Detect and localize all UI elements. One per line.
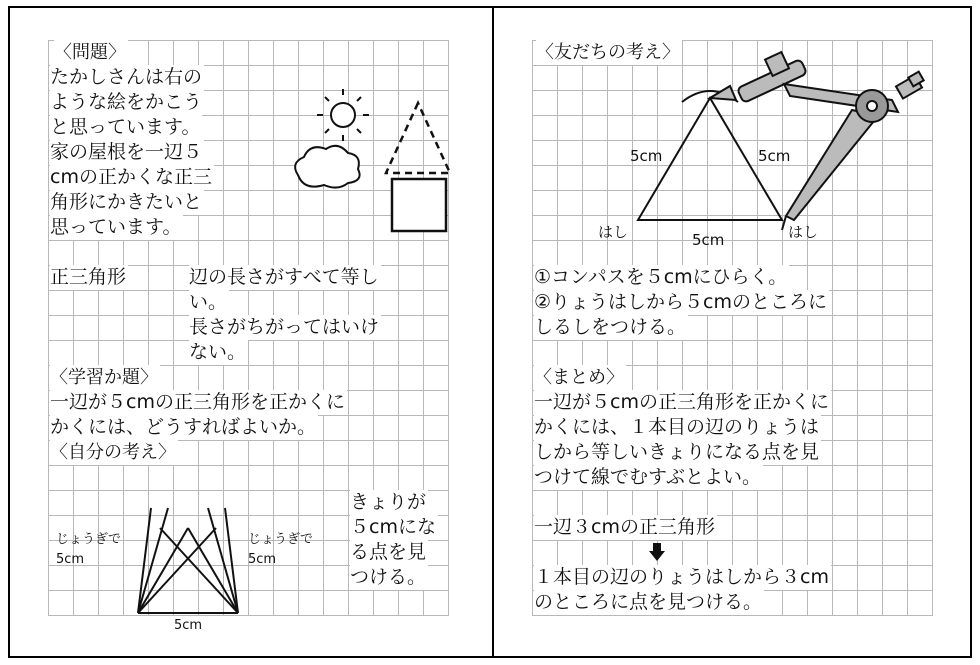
ruler-left-value: 5cm xyxy=(56,552,85,567)
right-grid xyxy=(532,40,933,616)
down-arrow-icon xyxy=(649,543,665,561)
idea-line: ５cmにな xyxy=(350,516,436,538)
problem-line: ような絵をかこう xyxy=(50,91,203,113)
term-label: 正三角形 xyxy=(50,266,127,288)
definition-line: 辺の長さがすべて等し xyxy=(189,266,379,288)
summary-line: しから等しいきょりになる点を見 xyxy=(534,441,820,463)
task-heading: 〈学習か題〉 xyxy=(50,367,158,388)
problem-line: と思っています。 xyxy=(50,116,201,138)
own-idea-heading: 〈自分の考え〉 xyxy=(50,442,176,463)
example-line: のところに点を見つける。 xyxy=(534,591,763,613)
idea-line: きょりが xyxy=(350,491,427,513)
example-line: １本目の辺のりょうはしから３cm xyxy=(534,566,829,588)
side-left-label: 5cm xyxy=(630,147,663,165)
end-left-label: はし xyxy=(598,223,629,241)
worksheet xyxy=(8,6,972,658)
house-wall xyxy=(392,179,446,231)
definition-line: 長さがちがってはいけ xyxy=(189,316,380,338)
problem-line: cmの正かくな正三 xyxy=(50,166,212,188)
summary-line: かくには、１本目の辺のりょうは xyxy=(534,416,820,438)
compass-triangle-diagram xyxy=(532,40,932,240)
dashed-roof xyxy=(386,103,450,173)
ruler-left-label: じょうぎで xyxy=(56,532,122,547)
compass-icon xyxy=(710,52,924,230)
problem-line: 思っています。 xyxy=(50,216,182,238)
step-line: ①コンパスを５cmにひらく。 xyxy=(534,266,788,288)
end-right-label: はし xyxy=(788,223,819,241)
task-line: 一辺が５cmの正三角形を正かくに xyxy=(50,391,345,413)
step-line: しるしをつける。 xyxy=(534,316,687,338)
cloud-icon xyxy=(295,146,360,188)
friend-heading: 〈友だちの考え〉 xyxy=(536,42,680,63)
summary-line: 一辺が５cmの正三角形を正かくに xyxy=(534,391,829,413)
house-illustration xyxy=(268,75,468,275)
summary-heading: 〈まとめ〉 xyxy=(534,367,624,388)
step-line: ②りょうはしから５cmのところに xyxy=(534,291,827,313)
ruler-right-label: じょうぎで xyxy=(248,532,314,547)
definition-line: ない。 xyxy=(189,341,247,363)
definition-line: い。 xyxy=(189,291,228,313)
ruler-base-label: 5cm xyxy=(174,618,203,633)
example-title: 一辺３cmの正三角形 xyxy=(534,516,715,538)
problem-line: たかしさんは右の xyxy=(50,66,203,88)
base-label: 5cm xyxy=(692,231,725,249)
problem-line: 家の屋根を一辺５ xyxy=(50,141,203,163)
page-divider xyxy=(492,8,494,656)
ruler-right-value: 5cm xyxy=(248,552,277,567)
summary-line: つけて線でむすぶとよい。 xyxy=(534,466,762,488)
idea-line: る点を見 xyxy=(350,541,427,563)
side-right-label: 5cm xyxy=(758,147,791,165)
task-line: かくには、どうすればよいか。 xyxy=(50,416,317,438)
problem-line: 角形にかきたいと xyxy=(50,191,203,213)
idea-line: つける。 xyxy=(350,566,427,588)
problem-heading: 〈問題〉 xyxy=(54,42,126,63)
sun-icon xyxy=(317,89,369,141)
left-grid xyxy=(48,40,449,633)
